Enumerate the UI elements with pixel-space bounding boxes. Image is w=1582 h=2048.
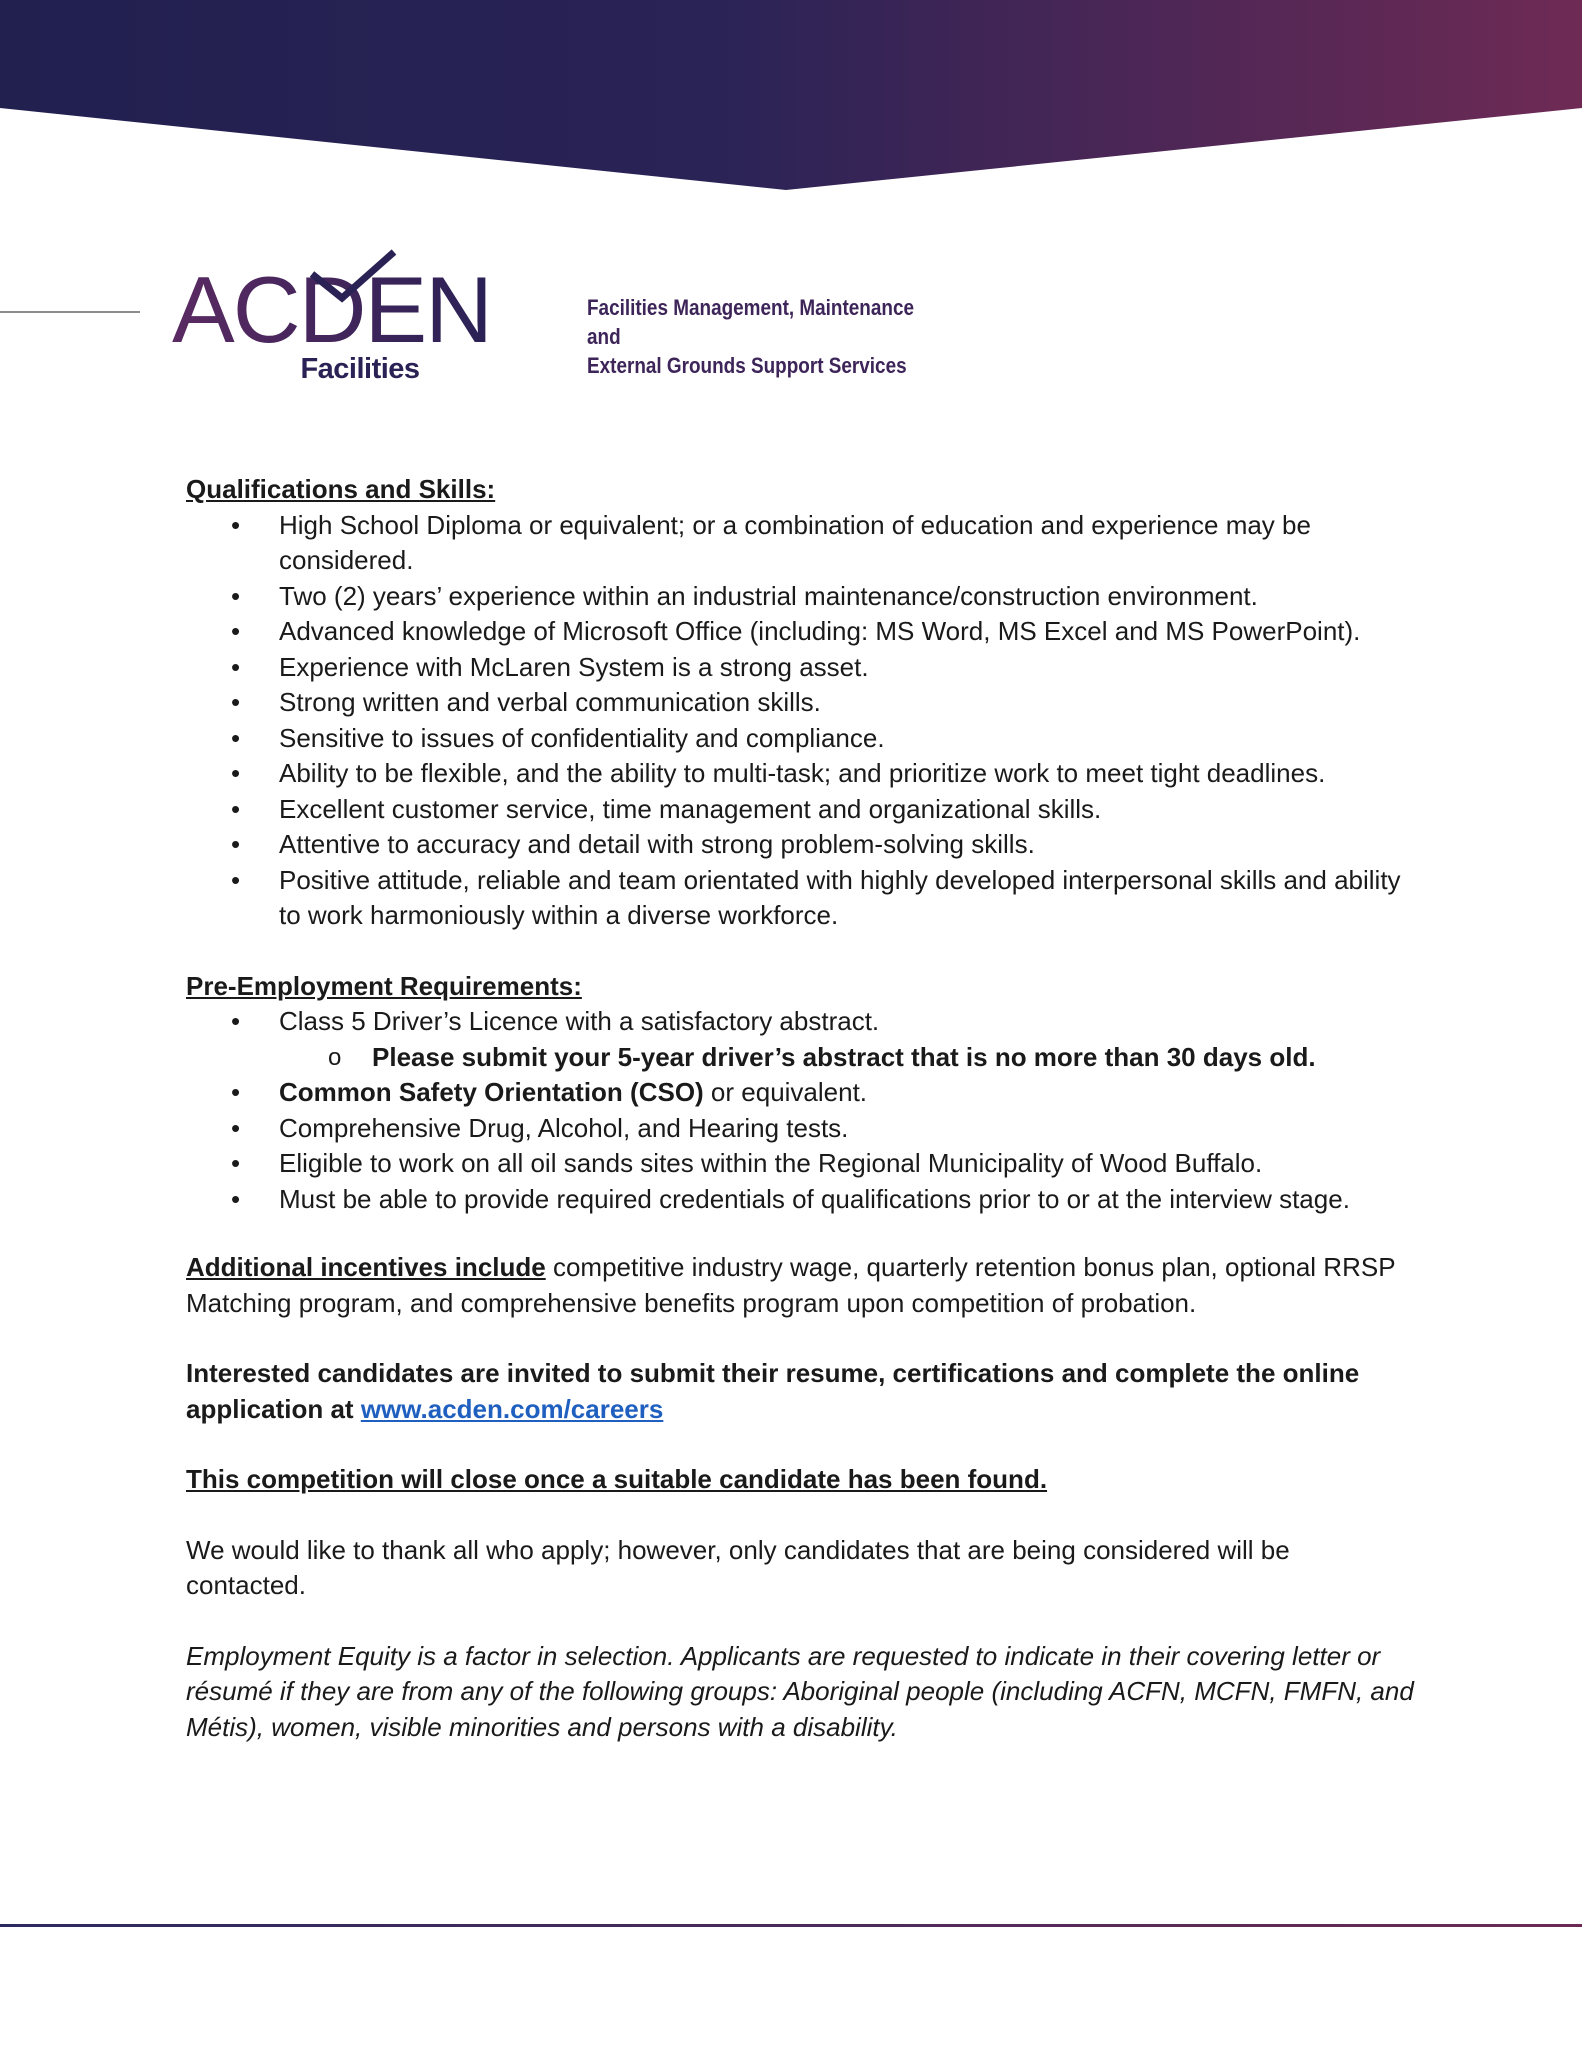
qualifications-list	[186, 508, 1416, 934]
tagline-line-1: Facilities Management, Maintenance and	[587, 295, 915, 349]
acden-logo	[170, 246, 550, 396]
svg-text:ACDEN: ACDEN	[172, 257, 492, 356]
licence-sub-list	[279, 1040, 1416, 1076]
list-item: • Must be able to provide required credentials of qualifications prior to or at the interview stage.	[279, 1182, 1416, 1218]
company-tagline	[587, 293, 948, 380]
list-item	[279, 1075, 1416, 1111]
pre-employment-heading: Pre-Employment Requirements:	[186, 970, 582, 1001]
footer-rule	[0, 1924, 1582, 1927]
list-item: • Comprehensive Drug, Alcohol, and Hearing tests.	[279, 1111, 1416, 1147]
list-item: • Attentive to accuracy and detail with strong problem-solving skills.	[279, 827, 1416, 863]
incentives-lead: Additional incentives include	[186, 1252, 546, 1282]
careers-link[interactable]: www.acden.com/careers	[360, 1393, 664, 1424]
decorative-rule	[0, 311, 140, 313]
list-item: • Excellent customer service, time management and organizational skills.	[279, 792, 1416, 828]
licence-requirement: Class 5 Driver’s Licence with a satisfactory abstract.	[279, 1006, 880, 1036]
list-item: • Advanced knowledge of Microsoft Office (including: MS Word, MS Excel and MS PowerPoint).	[279, 614, 1416, 650]
tagline-line-2: External Grounds Support Services	[587, 353, 907, 378]
list-item: • Strong written and verbal communication skills.	[279, 685, 1416, 721]
apply-text: Interested candidates are invited to submit their resume, certifications and complete the online application at	[186, 1358, 1360, 1424]
licence-note: o Please submit your 5-year driver’s abstract that is no more than 30 days old.	[372, 1040, 1416, 1076]
list-item: • Sensitive to issues of confidentiality and compliance.	[279, 721, 1416, 757]
incentives-paragraph	[186, 1250, 1416, 1321]
closing-notice: This competition will close once a suitable candidate has been found.	[186, 1464, 1048, 1494]
list-item: • Experience with McLaren System is a strong asset.	[279, 650, 1416, 686]
equity-statement: Employment Equity is a factor in selection. Applicants are requested to indicate in their covering letter or résumé if they are from any of the following groups: Aboriginal people (including ACFN, MCFN, FMFN, and Métis), women, visible minorities and persons with a disability.	[186, 1640, 1414, 1742]
header-banner	[0, 0, 1582, 192]
job-posting-body	[186, 472, 1416, 1745]
qualifications-heading: Qualifications and Skills:	[186, 474, 496, 504]
list-item: • Two (2) years’ experience within an industrial maintenance/construction environment.	[279, 579, 1416, 615]
cso-label: Common Safety Orientation (CSO)	[279, 1077, 704, 1107]
thanks-paragraph: We would like to thank all who apply; however, only candidates that are being considered will be contacted.	[186, 1534, 1290, 1600]
list-item	[279, 1004, 1416, 1075]
pre-employment-list	[186, 1004, 1416, 1217]
list-item: • Ability to be flexible, and the ability to multi-task; and prioritize work to meet tight deadlines.	[279, 756, 1416, 792]
incentives-text: competitive industry wage, quarterly retention bonus plan, optional RRSP Matching program, and comprehensive benefits program upon competition of probation.	[186, 1252, 1396, 1318]
list-item: • Eligible to work on all oil sands sites within the Regional Municipality of Wood Buffalo.	[279, 1146, 1416, 1182]
apply-paragraph	[186, 1356, 1416, 1427]
logo-subtitle: Facilities	[300, 353, 420, 385]
list-item: • Positive attitude, reliable and team orientated with highly developed interpersonal skills and ability to work harmoniously within a diverse workforce.	[279, 863, 1416, 934]
cso-rest: or equivalent.	[703, 1077, 868, 1107]
list-item: • High School Diploma or equivalent; or a combination of education and experience may be considered.	[279, 508, 1416, 579]
